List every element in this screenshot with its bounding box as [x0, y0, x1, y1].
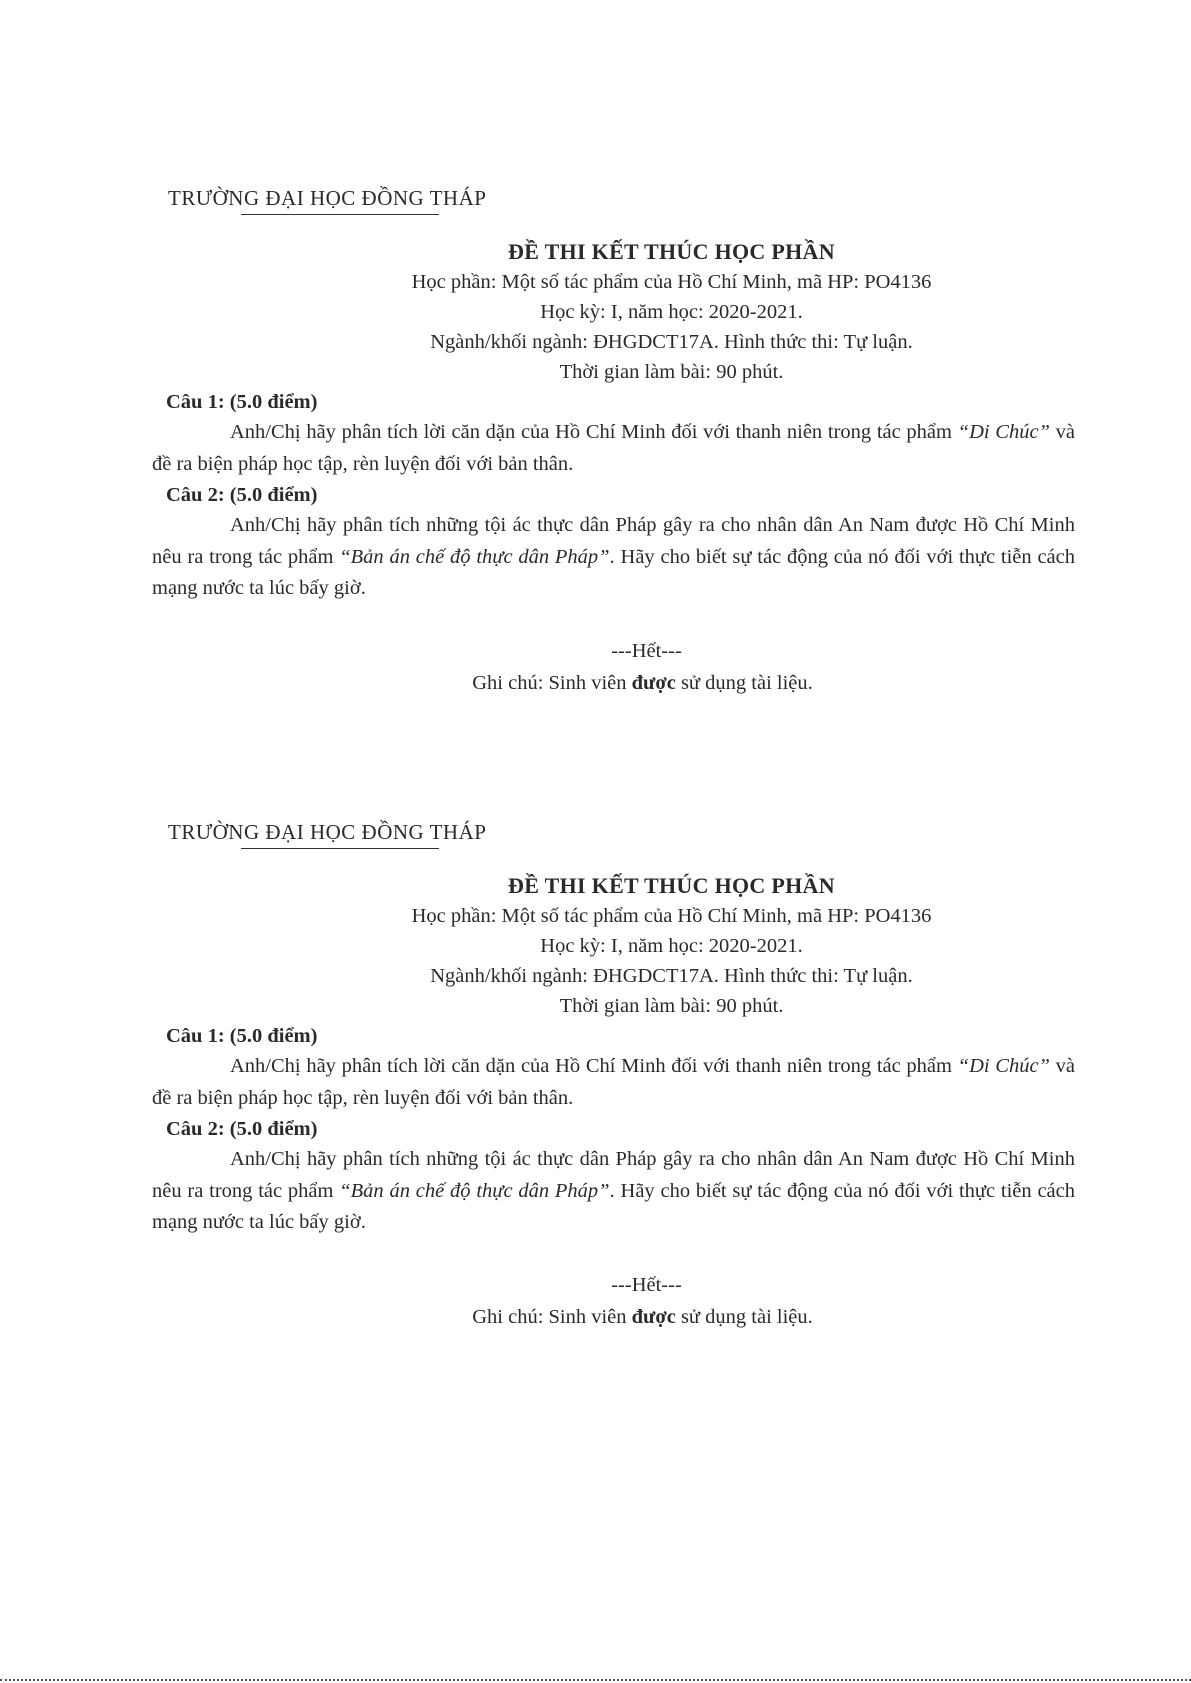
major-line: Ngành/khối ngành: ĐHGDCT17A. Hình thức thi: Tự luận. [430, 331, 913, 353]
end-marker: ---Hết--- [611, 639, 682, 662]
course-line: Học phần: Một số tác phẩm của Hồ Chí Minh, mã HP: PO4136 [411, 905, 932, 927]
question-1-work-title: “Di Chúc” [957, 421, 1050, 443]
question-1-heading: Câu 1: (5.0 điểm) [166, 1025, 318, 1047]
note-line: Ghi chú: Sinh viên được sử dụng tài liệu. [472, 671, 813, 694]
school-underline [241, 214, 439, 215]
question-1-work-title: “Di Chúc” [957, 1055, 1050, 1077]
question-1-text: Anh/Chị hãy phân tích lời căn dặn của Hồ Chí Minh đối với thanh niên trong tác phẩm “Di Chúc” và đề ra biện pháp học tập, rèn luyện đối với bản thân. [152, 421, 1075, 475]
school-name: TRƯỜNG ĐẠI HỌC ĐỒNG THÁP [168, 186, 487, 210]
course-line: Học phần: Một số tác phẩm của Hồ Chí Minh, mã HP: PO4136 [411, 271, 932, 293]
question-2-work-title: “Bản án chế độ thực dân Pháp” [339, 1179, 610, 1202]
exam-title: ĐỀ THI KẾT THÚC HỌC PHẦN [508, 873, 835, 898]
question-2-text: Anh/Chị hãy phân tích những tội ác thực dân Pháp gây ra cho nhân dân An Nam được Hồ Chí Minh nêu ra trong tác phẩm “Bản án chế độ thực dân Pháp”. Hãy cho biết sự tác động của nó đối với thực tiễn cách mạng nước ta lúc bấy giờ. [152, 514, 1075, 599]
exam-sheet-1 [150, 184, 1075, 699]
exam-sheet-2 [150, 818, 1075, 1333]
scan-edge-line [0, 1679, 1191, 1681]
question-2-text: Anh/Chị hãy phân tích những tội ác thực dân Pháp gây ra cho nhân dân An Nam được Hồ Chí Minh nêu ra trong tác phẩm “Bản án chế độ thực dân Pháp”. Hãy cho biết sự tác động của nó đối với thực tiễn cách mạng nước ta lúc bấy giờ. [152, 1148, 1075, 1233]
question-2-heading: Câu 2: (5.0 điểm) [166, 1118, 318, 1140]
exam-title: ĐỀ THI KẾT THÚC HỌC PHẦN [508, 239, 835, 264]
school-underline [241, 848, 439, 849]
semester-line: Học kỳ: I, năm học: 2020-2021. [540, 301, 803, 323]
question-1-heading: Câu 1: (5.0 điểm) [166, 391, 318, 413]
duration-line: Thời gian làm bài: 90 phút. [559, 361, 784, 383]
end-marker: ---Hết--- [611, 1273, 682, 1296]
note-line: Ghi chú: Sinh viên được sử dụng tài liệu. [472, 1305, 813, 1328]
duration-line: Thời gian làm bài: 90 phút. [559, 995, 784, 1017]
question-1-text: Anh/Chị hãy phân tích lời căn dặn của Hồ Chí Minh đối với thanh niên trong tác phẩm “Di Chúc” và đề ra biện pháp học tập, rèn luyện đối với bản thân. [152, 1055, 1075, 1109]
question-2-heading: Câu 2: (5.0 điểm) [166, 484, 318, 506]
question-2-work-title: “Bản án chế độ thực dân Pháp” [339, 545, 610, 568]
school-name: TRƯỜNG ĐẠI HỌC ĐỒNG THÁP [168, 820, 487, 844]
semester-line: Học kỳ: I, năm học: 2020-2021. [540, 935, 803, 957]
major-line: Ngành/khối ngành: ĐHGDCT17A. Hình thức thi: Tự luận. [430, 965, 913, 987]
